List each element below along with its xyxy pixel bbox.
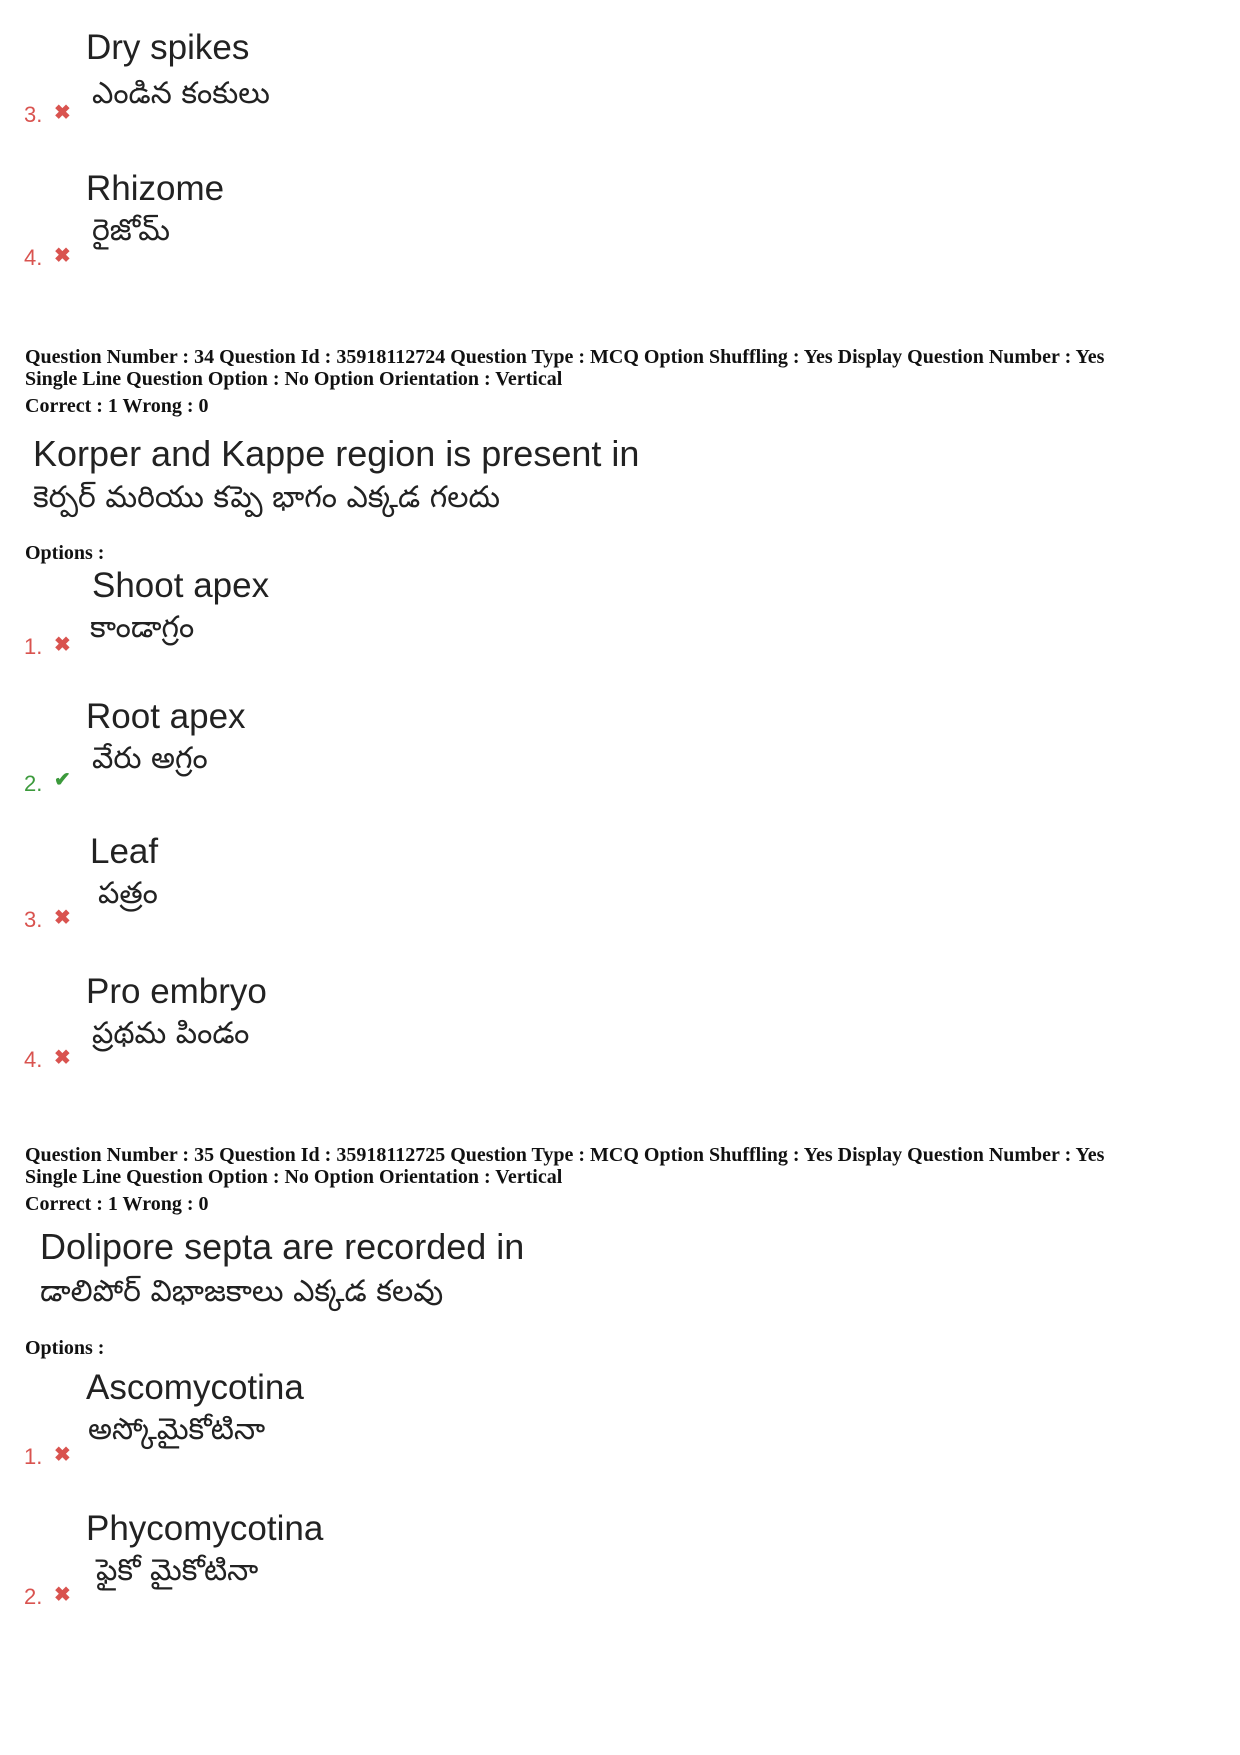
cross-icon: ✖	[54, 102, 71, 124]
question-meta-line2: Single Line Question Option : No Option Orientation : Vertical	[25, 1166, 563, 1188]
question-text-en: Dolipore septa are recorded in	[40, 1226, 525, 1267]
option-text-te: వేరు అగ్రం	[92, 741, 208, 776]
question-text-te: కెర్పర్ మరియు కప్పె భాగం ఎక్కడ గలదు	[33, 480, 501, 515]
cross-icon: ✖	[54, 1444, 71, 1466]
question-marks: Correct : 1 Wrong : 0	[25, 1193, 209, 1215]
option-text-en: Ascomycotina	[86, 1368, 304, 1407]
options-label: Options :	[25, 1337, 105, 1359]
question-meta-line1: Question Number : 34 Question Id : 35918112724 Question Type : MCQ Option Shuffling : Yes Display Question Number : Yes	[25, 346, 1105, 368]
cross-icon: ✖	[54, 1047, 71, 1069]
question-meta-line2: Single Line Question Option : No Option Orientation : Vertical	[25, 368, 563, 390]
option-text-te: కాండాగ్రం	[90, 610, 195, 645]
question-meta-line1: Question Number : 35 Question Id : 35918112725 Question Type : MCQ Option Shuffling : Yes Display Question Number : Yes	[25, 1144, 1105, 1166]
option-text-en: Phycomycotina	[86, 1509, 324, 1548]
option-text-te: పత్రం	[98, 876, 158, 911]
cross-icon: ✖	[54, 907, 71, 929]
question-meta	[25, 1144, 1225, 1188]
question-meta	[25, 346, 1225, 390]
question-text-en: Korper and Kappe region is present in	[33, 433, 640, 474]
option-text-en: Root apex	[86, 697, 246, 736]
cross-icon: ✖	[54, 245, 71, 267]
option-text-te: అస్కోమైకోటినా	[88, 1412, 266, 1447]
option-text-te: ప్రథమ పిండం	[92, 1016, 250, 1051]
cross-icon: ✖	[54, 634, 71, 656]
check-icon: ✔	[54, 769, 71, 791]
cross-icon: ✖	[54, 1584, 71, 1606]
option-text-en: Dry spikes	[86, 28, 250, 67]
option-text-en: Shoot apex	[92, 566, 270, 605]
option-number: 2.	[24, 1584, 43, 1609]
option-number: 2.	[24, 771, 43, 796]
option-text-en: Leaf	[90, 832, 159, 871]
option-text-en: Rhizome	[86, 169, 225, 208]
question-marks: Correct : 1 Wrong : 0	[25, 395, 209, 417]
question-text-te: డాలిపోర్ విభాజకాలు ఎక్కడ కలవు	[40, 1274, 444, 1309]
option-text-en: Pro embryo	[86, 972, 267, 1011]
option-number: 1.	[24, 634, 43, 659]
option-text-te: ఎండిన కంకులు	[92, 76, 270, 111]
options-label: Options :	[25, 542, 105, 564]
option-text-te: ఫైకో మైకోటినా	[96, 1553, 259, 1588]
option-number: 3.	[24, 102, 43, 127]
option-number: 3.	[24, 907, 43, 932]
option-text-te: రైజోమ్	[92, 213, 170, 248]
option-number: 4.	[24, 245, 43, 270]
option-number: 1.	[24, 1444, 43, 1469]
option-number: 4.	[24, 1047, 43, 1072]
